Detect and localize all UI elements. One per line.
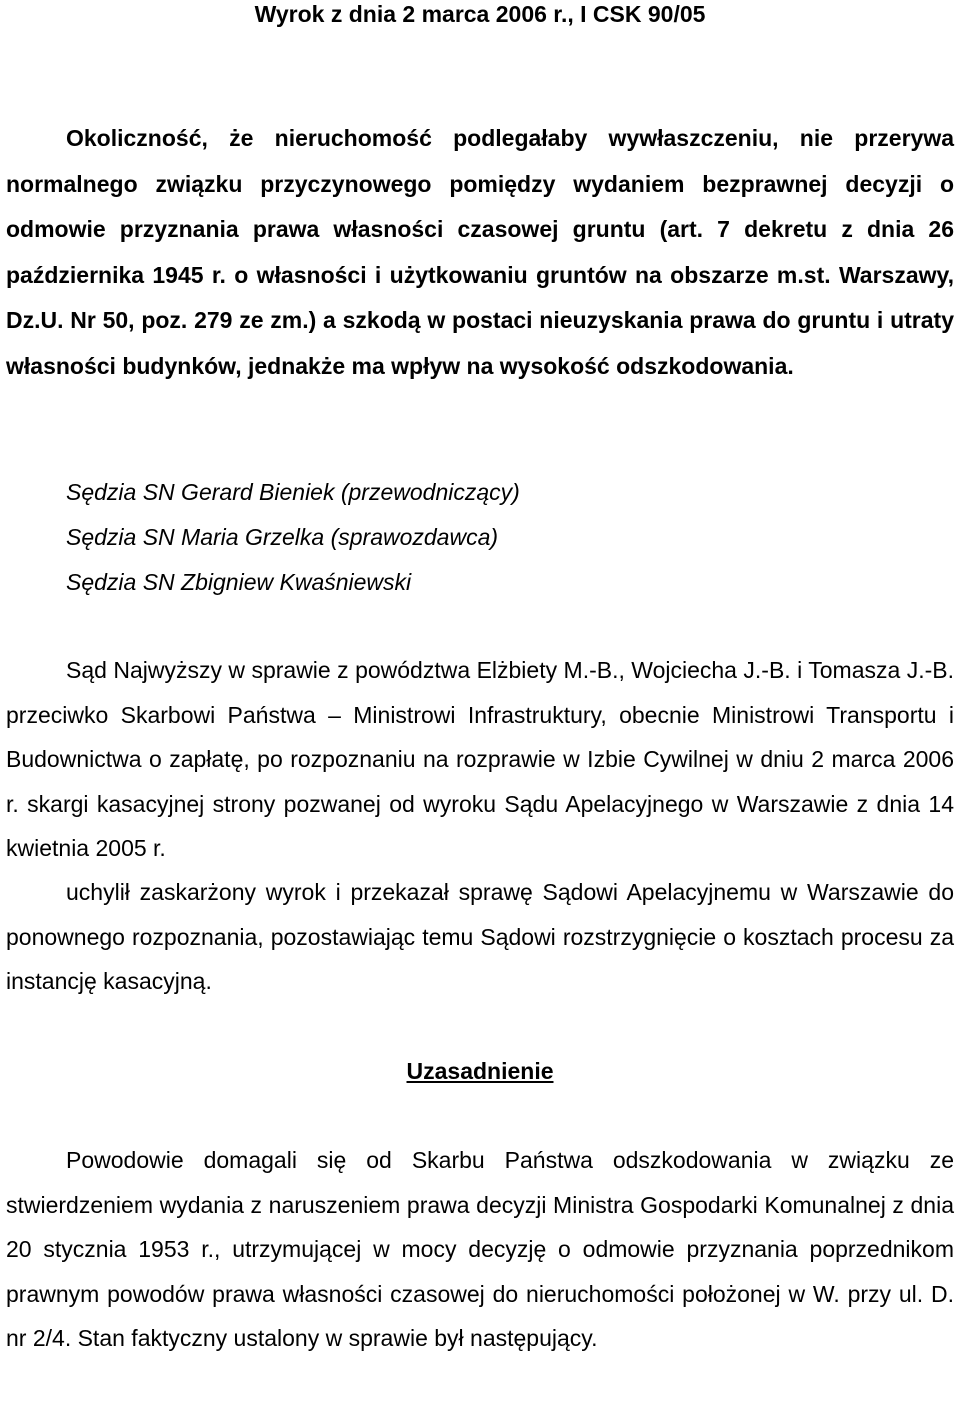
decision-paragraph: uchylił zaskarżony wyrok i przekazał sprawę Sądowi Apelacyjnemu w Warszawie do ponownego rozpoznania, pozostawiając temu Sądowi rozstrzygnięcie o kosztach procesu za instancję kasacyjną.: [6, 879, 954, 994]
court-paragraph: Sąd Najwyższy w sprawie z powództwa Elżbiety M.-B., Wojciecha J.-B. i Tomasza J.-B. przeciwko Skarbowi Państwa – Ministrowi Infrastruktury, obecnie Ministrowi Transportu i Budownictwa o zapłatę, po rozpoznaniu na rozprawie w Izbie Cywilnej w dniu 2 marca 2006 r. skargi kasacyjnej strony pozwanej od wyroku Sądu Apelacyjnego w Warszawie z dnia 14 kwietnia 2005 r.: [6, 657, 954, 861]
document-title: Wyrok z dnia 2 marca 2006 r., I CSK 90/05: [254, 1, 706, 27]
reasons-paragraph: Powodowie domagali się od Skarbu Państwa odszkodowania w związku ze stwierdzeniem wydania z naruszeniem prawa decyzji Ministra Gospodarki Komunalnej z dnia 20 stycznia 1953 r., utrzymującej w mocy decyzję o odmowie przyznania poprzednikom prawnym powodów prawa własności czasowej do nieruchomości położonej w W. przy ul. D. nr 2/4. Stan faktyczny ustalony w sprawie był następujący.: [6, 1147, 954, 1351]
judge-presiding: Sędzia SN Gerard Bieniek (przewodniczący): [66, 479, 520, 505]
judges-list: [66, 470, 520, 605]
judge-member: Sędzia SN Zbigniew Kwaśniewski: [66, 569, 412, 595]
judge-rapporteur: Sędzia SN Maria Grzelka (sprawozdawca): [66, 524, 499, 550]
thesis-paragraph: Okoliczność, że nieruchomość podlegałaby wywłaszczeniu, nie przerywa normalnego związku przyczynowego pomiędzy wydaniem bezprawnej decyzji o odmowie przyznania prawa własności czasowej gruntu (art. 7 dekretu z dnia 26 października 1945 r. o własności i użytkowaniu gruntów na obszarze m.st. Warszawy, Dz.U. Nr 50, poz. 279 ze zm.) a szkodą w postaci nieuzyskania prawa do gruntu i utraty własności budynków, jednakże ma wpływ na wysokość odszkodowania.: [6, 125, 954, 379]
reasons-heading: Uzasadnienie: [406, 1058, 554, 1084]
